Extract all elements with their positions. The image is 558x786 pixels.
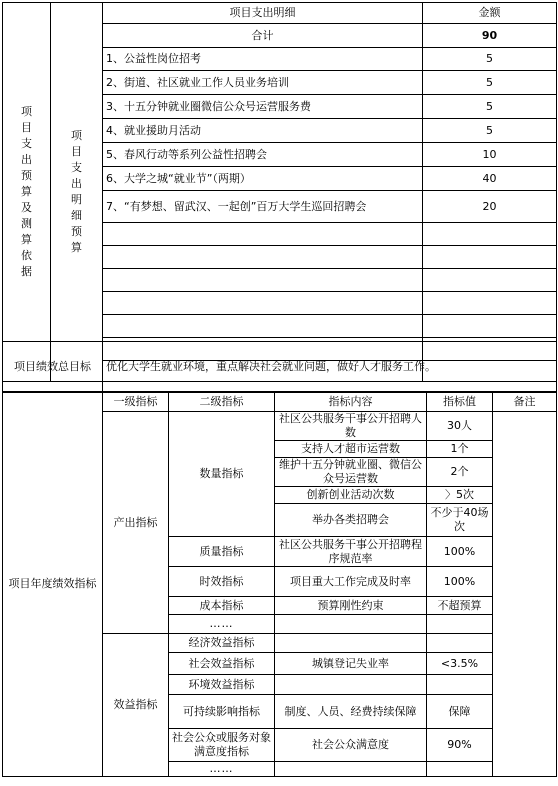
indicator-content: 项目重大工作完成及时率 <box>275 567 427 597</box>
sustain-indicator-label: 可持续影响指标 <box>169 695 275 729</box>
social-indicator-label: 社会效益指标 <box>169 653 275 675</box>
budget-side-label: 项目支出预算及测算依据 <box>3 3 51 382</box>
budget-item: 1、公益性岗位招考 <box>103 48 423 71</box>
indicator-content: 创新创业活动次数 <box>275 487 427 504</box>
goal-label: 项目绩效总目标 <box>3 342 103 393</box>
empty-cell <box>427 615 493 634</box>
goal-table <box>2 341 557 393</box>
empty-cell <box>423 315 557 338</box>
indicator-value: 100% <box>427 567 493 597</box>
indicator-value: 100% <box>427 537 493 567</box>
budget-amount: 5 <box>423 71 557 95</box>
budget-item: 5、春风行动等系列公益性招聘会 <box>103 143 423 167</box>
budget-item: 6、大学之城“就业节”（两期） <box>103 167 423 191</box>
budget-amount: 10 <box>423 143 557 167</box>
satisfaction-indicator-label: 社会公众或服务对象满意度指标 <box>169 729 275 762</box>
header-level1: 一级指标 <box>103 392 169 412</box>
empty-cell <box>103 246 423 269</box>
indicator-value: 30人 <box>427 412 493 441</box>
empty-cell <box>103 292 423 315</box>
budget-amount: 40 <box>423 167 557 191</box>
budget-table <box>2 2 557 382</box>
indicator-content: 社区公共服务干事公开招聘人数 <box>275 412 427 441</box>
budget-amount: 5 <box>423 95 557 119</box>
indicator-content: 社会公众满意度 <box>275 729 427 762</box>
header-remark: 备注 <box>493 392 557 412</box>
budget-item: 4、就业援助月活动 <box>103 119 423 143</box>
quantity-indicator-label: 数量指标 <box>169 412 275 537</box>
indicator-content: 支持人才超市运营数 <box>275 441 427 458</box>
remark-cell <box>493 412 557 777</box>
empty-cell <box>275 615 427 634</box>
indicator-value: 保障 <box>427 695 493 729</box>
budget-amount: 5 <box>423 119 557 143</box>
budget-item: 2、街道、社区就业工作人员业务培训 <box>103 71 423 95</box>
empty-cell <box>103 223 423 246</box>
effect-ellipsis: …… <box>169 762 275 777</box>
time-indicator-label: 时效指标 <box>169 567 275 597</box>
empty-cell <box>275 675 427 695</box>
empty-cell <box>275 634 427 653</box>
empty-cell <box>275 762 427 777</box>
empty-cell <box>423 246 557 269</box>
goal-text: 优化大学生就业环境，重点解决社会就业问题，做好人才服务工作。 <box>103 342 557 393</box>
budget-item: 7、“有梦想、留武汉、一起创”百万大学生巡回招聘会 <box>103 191 423 223</box>
header-detail: 项目支出明细 <box>103 3 423 24</box>
empty-cell <box>423 223 557 246</box>
indicator-value: <3.5% <box>427 653 493 675</box>
total-value: 90 <box>423 24 557 48</box>
effect-indicator-label: 效益指标 <box>103 634 169 777</box>
budget-sub-label: 项目支出明细预算 <box>51 3 103 382</box>
indicator-content: 制度、人员、经费持续保障 <box>275 695 427 729</box>
empty-cell <box>423 269 557 292</box>
output-indicator-label: 产出指标 <box>103 412 169 634</box>
indicator-value: 不少于40场次 <box>427 504 493 537</box>
indicator-value: 90% <box>427 729 493 762</box>
empty-cell <box>427 762 493 777</box>
environment-indicator-label: 环境效益指标 <box>169 675 275 695</box>
budget-item: 3、十五分钟就业圈微信公众号运营服务费 <box>103 95 423 119</box>
total-label: 合计 <box>103 24 423 48</box>
indicator-content: 社区公共服务干事公开招聘程序规范率 <box>275 537 427 567</box>
indicator-content: 维护十五分钟就业圈、微信公众号运营数 <box>275 458 427 487</box>
empty-cell <box>423 292 557 315</box>
header-content: 指标内容 <box>275 392 427 412</box>
empty-cell <box>427 634 493 653</box>
indicator-content: 预算刚性约束 <box>275 597 427 615</box>
indicator-content: 城镇登记失业率 <box>275 653 427 675</box>
budget-amount: 20 <box>423 191 557 223</box>
cost-indicator-label: 成本指标 <box>169 597 275 615</box>
quality-indicator-label: 质量指标 <box>169 537 275 567</box>
header-value: 指标值 <box>427 392 493 412</box>
indicator-value: 2个 <box>427 458 493 487</box>
header-amount: 金额 <box>423 3 557 24</box>
indicator-value: 不超预算 <box>427 597 493 615</box>
indicator-value: 1个 <box>427 441 493 458</box>
empty-cell <box>103 269 423 292</box>
output-ellipsis: …… <box>169 615 275 634</box>
performance-table <box>2 391 557 777</box>
indicator-content: 举办各类招聘会 <box>275 504 427 537</box>
indicator-value: 〉5次 <box>427 487 493 504</box>
empty-cell <box>103 315 423 338</box>
performance-side-label: 项目年度绩效指标 <box>3 392 103 777</box>
budget-amount: 5 <box>423 48 557 71</box>
economic-indicator-label: 经济效益指标 <box>169 634 275 653</box>
empty-cell <box>427 675 493 695</box>
header-level2: 二级指标 <box>169 392 275 412</box>
